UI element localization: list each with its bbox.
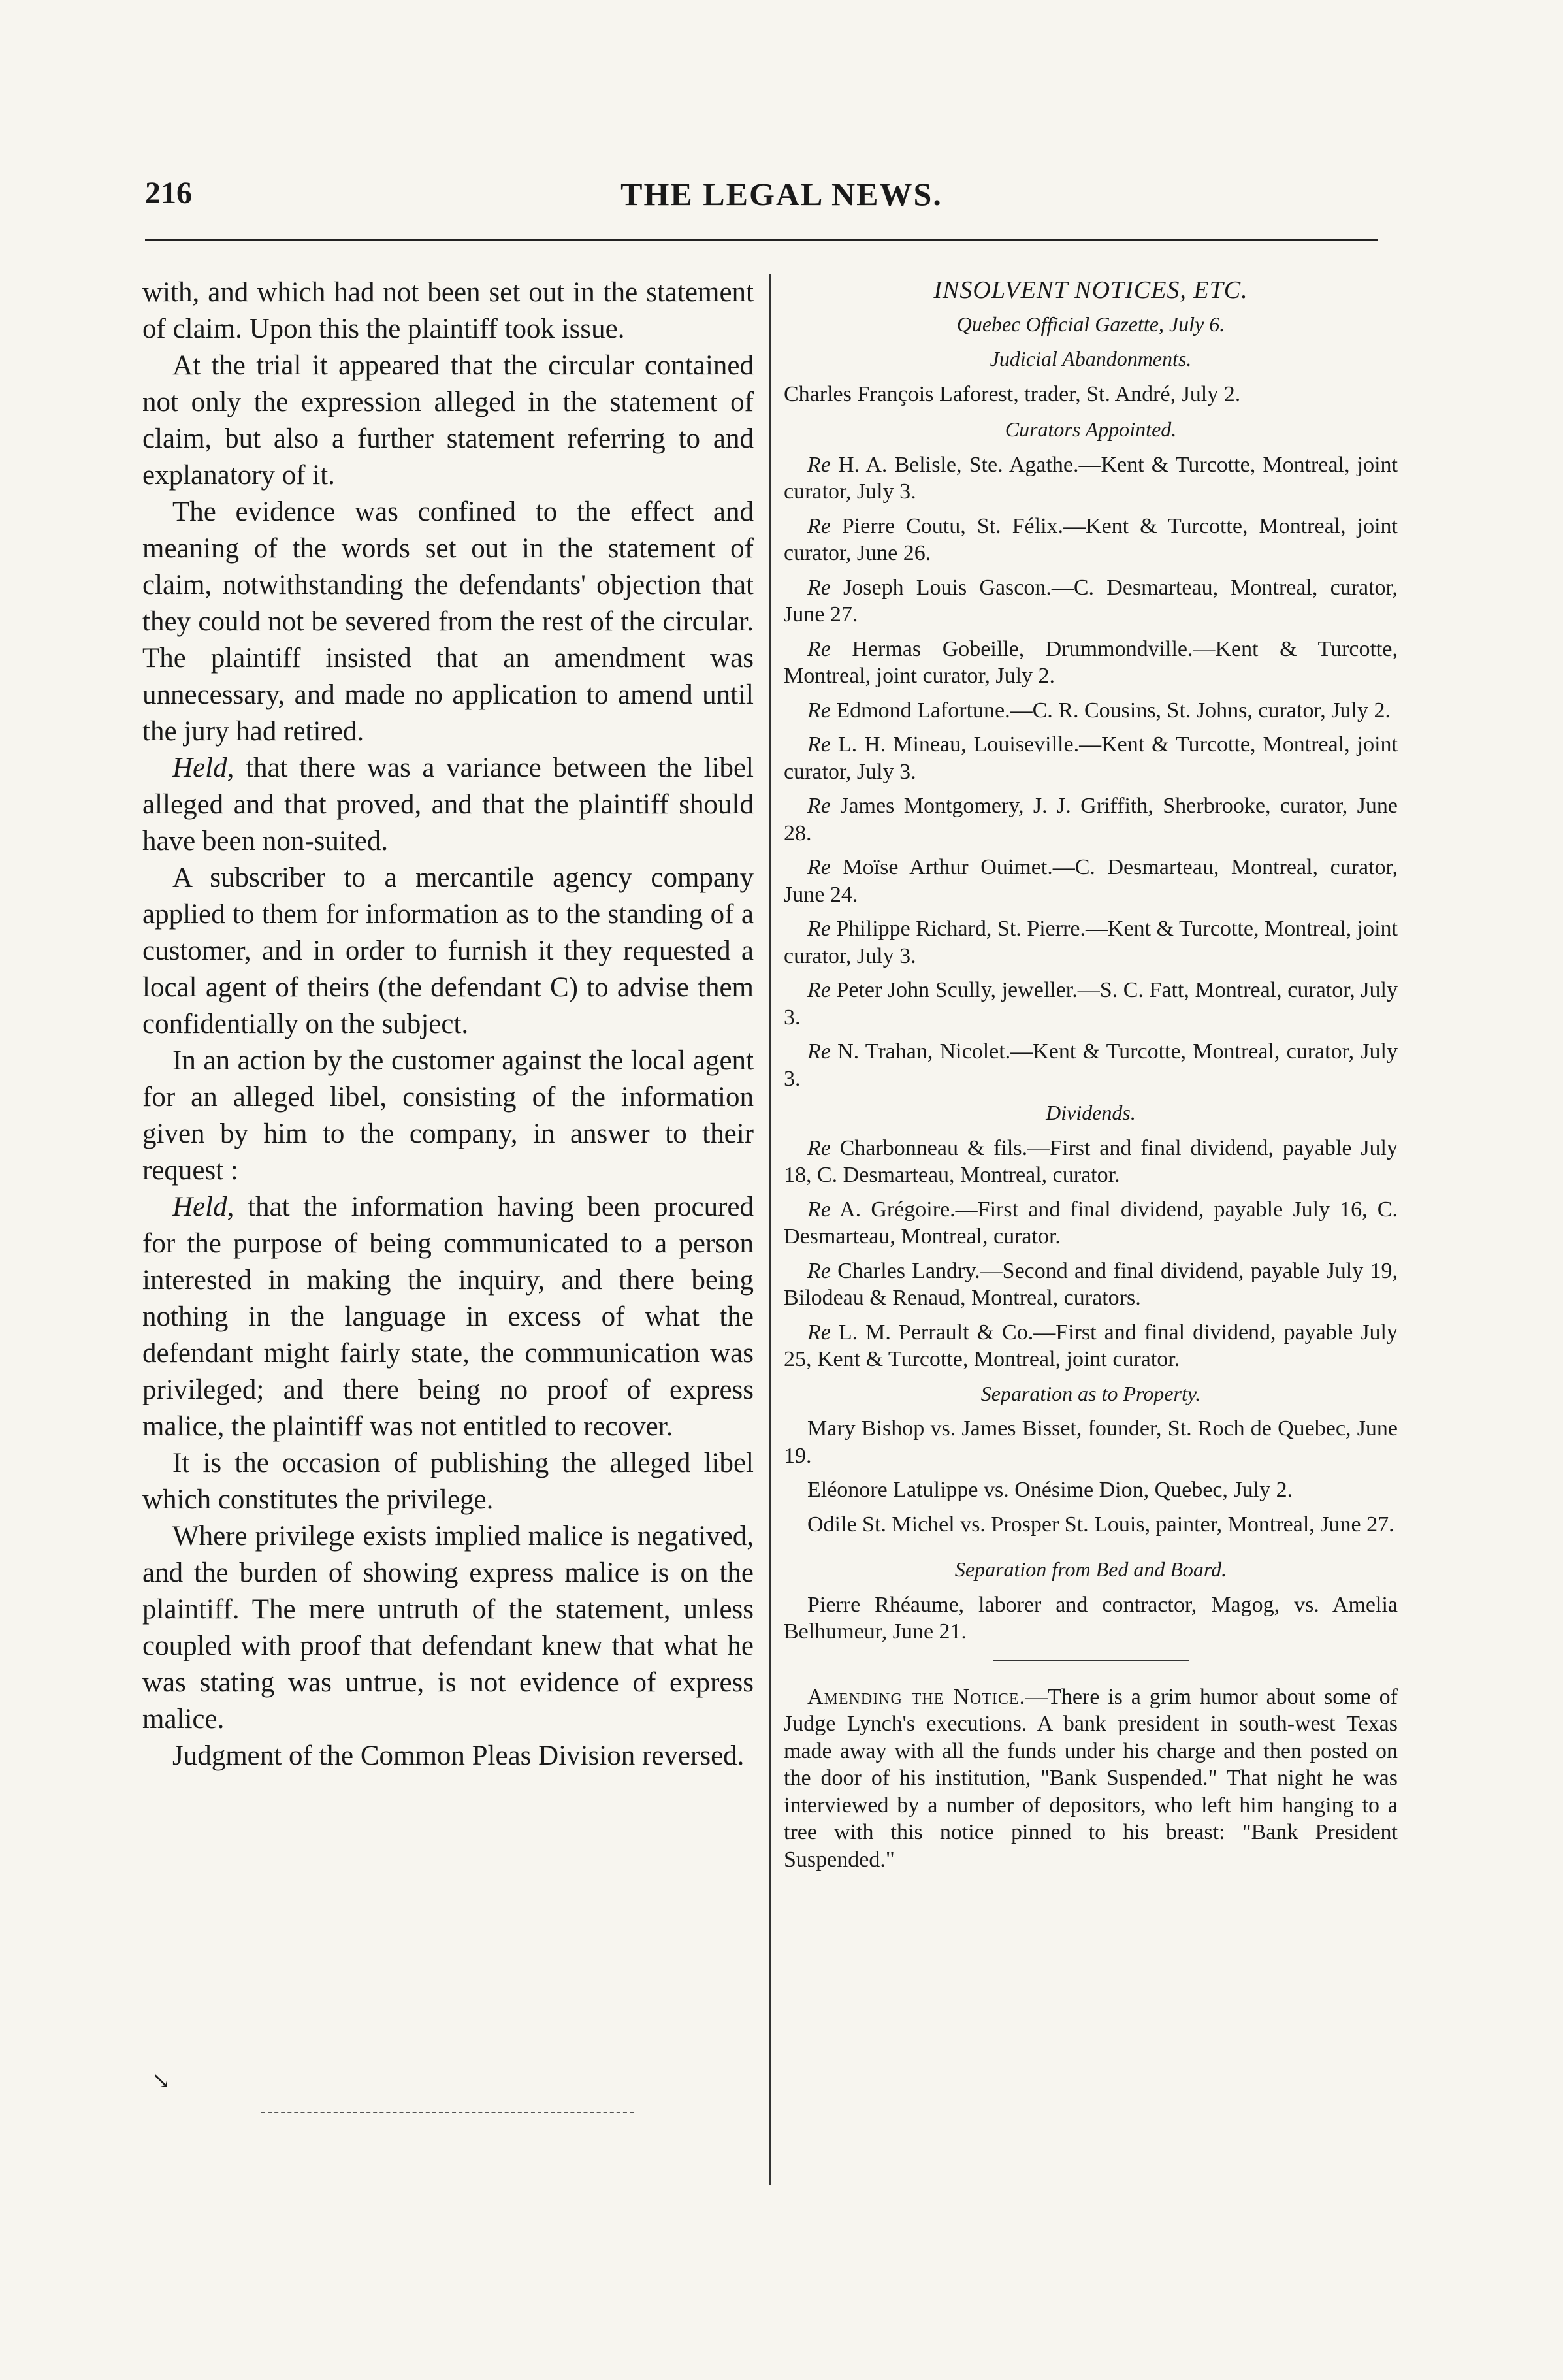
separation-entry: Mary Bishop vs. James Bisset, founder, St. Roch de Quebec, June 19. [784,1416,1398,1468]
left-column [142,274,754,1774]
re-label: Re [807,575,831,600]
right-column [784,277,1398,1882]
re-label: Re [807,794,831,818]
paragraph: At the trial it appeared that the circular contained not only the expression alleged in the statement of claim, but also a further statement referring to and explanatory of it. [142,350,754,491]
entry-text: Peter John Scully, jeweller.—S. C. Fatt, Montreal, curator, July 3. [784,978,1398,1030]
entry-text: H. A. Belisle, Ste. Agathe.—Kent & Turcotte, Montreal, joint curator, July 3. [784,452,1398,504]
curator-entry [784,451,1398,506]
re-label: Re [807,1258,831,1283]
entry-text: A. Grégoire.—First and final dividend, payable July 16, C. Desmarteau, Montreal, curator. [784,1197,1398,1248]
entry-text: N. Trahan, Nicolet.—Kent & Turcotte, Montreal, curator, July 3. [784,1039,1398,1091]
curator-entry [784,513,1398,567]
notice-head: Amending the Notice. [807,1684,1026,1709]
re-label: Re [807,978,831,1002]
entry-text: Charles Landry.—Second and final dividend, payable July 19, Bilodeau & Renaud, Montreal, curators. [784,1258,1398,1310]
dividends-list [784,1135,1398,1373]
entry-text: Philippe Richard, St. Pierre.—Kent & Turcotte, Montreal, joint curator, July 3. [784,917,1398,968]
separation-bed-head: Separation from Bed and Board. [954,1557,1227,1581]
paragraph: In an action by the customer against the local agent for an alleged libel, consisting of the information given by him to the company, in answer to their request : [142,1045,754,1186]
paragraph: The evidence was confined to the effect and meaning of the words set out in the statement of claim, notwithstanding the defendants' objection that they could not be severed from the rest of the circular. The plaintiff insisted that an amendment was unnecessary, and made no application to amend until the jury had retired. [142,497,754,747]
dividend-entry [784,1319,1398,1373]
paragraph: A subscriber to a mercantile agency company applied to them for information as to the standing of a customer, and in order to furnish it they requested a local agent of theirs (the defendant C) to advise them confidentially on the subject. [142,862,754,1039]
re-label: Re [807,855,831,879]
section-rule [993,1660,1189,1661]
curator-entry [784,854,1398,908]
separation-entry: Eléonore Latulippe vs. Onésime Dion, Quebec, July 2. [807,1478,1293,1502]
paragraph: Where privilege exists implied malice is negatived, and the burden of showing express malice is on the plaintiff. The mere untruth of the statement, unless coupled with proof that defendant knew that what he was stating was untrue, is not evidence of express malice. [142,1521,754,1735]
curator-entry [784,731,1398,785]
entry-text: James Montgomery, J. J. Griffith, Sherbrooke, curator, June 28. [784,794,1398,845]
re-label: Re [807,452,831,477]
judicial-entry: Charles François Laforest, trader, St. André, July 2. [784,382,1241,406]
entry-text: Edmond Lafortune.—C. R. Cousins, St. Johns, curator, July 2. [830,698,1391,723]
curator-entry [784,697,1398,725]
gazette-line: Quebec Official Gazette, July 6. [956,312,1225,336]
paragraph-text: that the information having been procured for the purpose of being communicated to a person interested in making the inquiry, and there being nothing in the language in excess of what the defendant might fairly state, the communication was privileged; and there being no proof of express malice, the plaintiff was not entitled to recover. [142,1192,754,1442]
re-label: Re [807,636,831,661]
curators-head: Curators Appointed. [1005,417,1177,441]
dividends-head: Dividends. [1046,1101,1136,1124]
stray-mark: ↘ [152,2069,170,2093]
paragraph-text: that there was a variance between the libel alleged and that proved, and that the plaintiff should have been non-suited. [142,753,754,856]
curators-list [784,451,1398,1093]
page-number: 216 [145,176,192,210]
curator-entry [784,636,1398,690]
curator-entry [784,792,1398,847]
dividend-entry [784,1135,1398,1189]
dividend-entry [784,1196,1398,1250]
notice-text: —There is a grim humor about some of Judge Lynch's executions. A bank president in south-west Texas made away with all the funds under his charge and then posted on the door of his institution, "Bank Suspended." That night he was interviewed by a number of depositors, who left him hanging to a tree with this notice pinned to his breast: "Bank President Suspended." [784,1684,1398,1872]
paragraph: Judgment of the Common Pleas Division reversed. [172,1740,745,1771]
re-label: Re [807,1320,831,1345]
curator-entry [784,574,1398,628]
end-rule [261,2112,634,2113]
entry-text: L. M. Perrault & Co.—First and final dividend, payable July 25, Kent & Turcotte, Montreal, joint curator. [784,1320,1398,1371]
separation-bed-entry: Pierre Rhéaume, laborer and contractor, Magog, vs. Amelia Belhumeur, June 21. [784,1592,1398,1644]
curator-entry [784,977,1398,1031]
section-title: INSOLVENT NOTICES, ETC. [933,276,1248,304]
notice-paragraph [784,1684,1398,1874]
dividend-entry [784,1258,1398,1312]
entry-text: Moïse Arthur Ouimet.—C. Desmarteau, Montreal, curator, June 24. [784,855,1398,907]
separation-list [784,1415,1398,1538]
curator-entry [784,1038,1398,1092]
judicial-head: Judicial Abandonments. [990,347,1192,370]
re-label: Re [807,732,831,757]
paragraph: with, and which had not been set out in the statement of claim. Upon this the plaintiff took issue. [142,277,754,344]
re-label: Re [807,1135,831,1160]
entry-text: Charbonneau & fils.—First and final dividend, payable July 18, C. Desmarteau, Montreal, curator. [784,1135,1398,1187]
column-divider [769,274,771,2185]
re-label: Re [807,1197,831,1222]
curator-entry [784,915,1398,970]
paragraph [142,750,754,860]
entry-text: Pierre Coutu, St. Félix.—Kent & Turcotte, Montreal, joint curator, June 26. [784,513,1398,565]
held-label: Held, [172,753,234,783]
held-label: Held, [172,1192,234,1222]
header-rule [145,239,1378,241]
re-label: Re [807,698,831,723]
entry-text: Hermas Gobeille, Drummondville.—Kent & Turcotte, Montreal, joint curator, July 2. [784,636,1398,688]
separation-entry: Odile St. Michel vs. Prosper St. Louis, painter, Montreal, June 27. [807,1512,1394,1537]
paragraph: It is the occasion of publishing the alleged libel which constitutes the privilege. [142,1448,754,1515]
paragraph [142,1189,754,1445]
entry-text: L. H. Mineau, Louiseville.—Kent & Turcotte, Montreal, joint curator, July 3. [784,732,1398,784]
separation-property-head: Separation as to Property. [980,1381,1201,1405]
re-label: Re [807,917,831,941]
running-head: THE LEGAL NEWS. [620,176,943,212]
re-label: Re [807,1039,831,1064]
re-label: Re [807,513,831,538]
entry-text: Joseph Louis Gascon.—C. Desmarteau, Montreal, curator, June 27. [784,575,1398,627]
